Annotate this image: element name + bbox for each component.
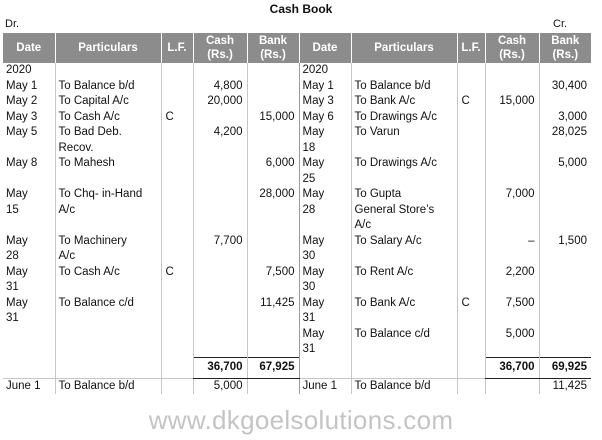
dr-bank-cell: 11,425	[247, 296, 299, 312]
dr-bank-total: 67,925	[247, 358, 299, 379]
dr-empty-cell	[161, 358, 193, 379]
cr-lf-cell	[457, 187, 485, 203]
header-cash-unit: (Rs.)	[207, 49, 233, 61]
header-bank-dr	[247, 33, 299, 63]
dr-lf-cell	[161, 342, 193, 358]
cr-part-cell: To Gupta	[351, 187, 457, 203]
dr-cash-cell: 20,000	[193, 94, 247, 110]
cr-cash-cell	[485, 280, 539, 296]
cr-cash-total: 36,700	[485, 358, 539, 379]
dr-part-cell	[55, 327, 161, 343]
dr-cash-cell	[193, 187, 247, 203]
dr-part-cell: To Chq- in-Hand	[55, 187, 161, 203]
cr-empty-cell	[457, 358, 485, 379]
cr-lf-cell: C	[457, 94, 485, 110]
cr-part-cell: To Salary A/c	[351, 234, 457, 250]
header-bank-unit: (Rs.)	[260, 49, 286, 61]
dr-date-cell	[3, 327, 55, 343]
dr-lf-cell	[161, 327, 193, 343]
cr-cash-cell: 15,000	[485, 94, 539, 110]
cr-part-cell	[351, 249, 457, 265]
cash-book-table	[3, 33, 591, 394]
dr-date-cell	[3, 141, 55, 157]
cr-date-cell: 31	[299, 342, 351, 358]
cr-cash-cell	[485, 63, 539, 79]
dr-date-cell: 28	[6, 250, 19, 262]
table-row	[3, 265, 591, 281]
cr-date-cell: May	[299, 234, 351, 250]
dr-part-cell: To Balance c/d	[55, 296, 161, 312]
cr-cash-cell	[485, 249, 539, 265]
table-row	[3, 156, 591, 172]
table-row	[3, 311, 591, 327]
cr-date-cell: May	[299, 296, 351, 312]
dr-cash-cell: 7,700	[193, 234, 247, 250]
table-row	[3, 218, 591, 234]
cr-bank-cell	[539, 187, 591, 203]
cr-lf-cell	[457, 172, 485, 188]
dr-cash-cell	[193, 311, 247, 327]
cr-part-cell: To Drawings A/c	[351, 156, 457, 172]
header-cash-label: Cash	[205, 35, 235, 47]
dr-lf-cell	[161, 63, 193, 79]
cr-lf-cell	[457, 79, 485, 95]
header-particulars-cr: Particulars	[351, 33, 457, 63]
dr-lf-cell	[161, 249, 193, 265]
dr-part-cell	[55, 63, 161, 79]
cr-part-cell: To Bank A/c	[351, 296, 457, 312]
credit-label: Cr.	[553, 18, 568, 30]
cr-lf-cell	[457, 234, 485, 250]
cr-part-cell	[351, 311, 457, 327]
header-date-dr: Date	[3, 33, 55, 63]
header-cash-cr	[485, 33, 539, 63]
dr-date-cell	[3, 218, 55, 234]
dr-part-cell	[55, 342, 161, 358]
dr-bank-cell: 6,000	[247, 156, 299, 172]
dr-bank-cell: 7,500	[247, 265, 299, 281]
dr-lf-cell	[161, 156, 193, 172]
dr-lf-cell	[161, 125, 193, 141]
cr-cash-cell	[485, 218, 539, 234]
cr-cash-cell	[485, 79, 539, 95]
cr-part-cell: To Varun	[351, 125, 457, 141]
cr-date-cell: 30	[299, 249, 351, 265]
dr-part-cell: A/c	[55, 203, 161, 219]
cr-bank-cell: 28,025	[539, 125, 591, 141]
dr-part-cell: To Bad Deb.	[55, 125, 161, 141]
dr-bank-cell	[247, 141, 299, 157]
dr-cash-total: 36,700	[193, 358, 247, 379]
cr-bank-cell	[539, 342, 591, 358]
cr-lf-cell	[457, 311, 485, 327]
table-header	[3, 33, 591, 63]
cr-empty-cell	[351, 358, 457, 379]
cr-bank-cell: 30,400	[539, 79, 591, 95]
cr-date-cell: 25	[299, 172, 351, 188]
site-watermark: www.dkgoelsolutions.com	[148, 405, 454, 435]
cr-lf-cell	[457, 63, 485, 79]
dr-cash-cell	[193, 156, 247, 172]
cr-part-cell	[351, 342, 457, 358]
cr-cash-cell	[485, 172, 539, 188]
dr-date-cell: 31	[6, 281, 19, 293]
cr-part-cell	[351, 141, 457, 157]
dr-part-cell: To Balance b/d	[55, 79, 161, 95]
header-bank-label: Bank	[551, 35, 580, 47]
cr-lf-cell	[457, 280, 485, 296]
dr-lf-cell: C	[161, 265, 193, 281]
dr-bank-cell	[247, 203, 299, 219]
dr-bank-cell	[247, 234, 299, 250]
dr-bank-cell	[247, 327, 299, 343]
dr-cash-cell	[193, 296, 247, 312]
dr-part-cell	[55, 311, 161, 327]
table-row	[3, 141, 591, 157]
table-row	[3, 172, 591, 188]
cr-lf-cell	[457, 203, 485, 219]
header-bank-cr	[539, 33, 591, 63]
table-row	[3, 94, 591, 110]
header-date-cr: Date	[299, 33, 351, 63]
totals-row	[3, 358, 591, 379]
dr-lf-cell	[161, 218, 193, 234]
dr-lf-cell	[161, 280, 193, 296]
cr-bank-cell	[539, 327, 591, 343]
dr-lf-cell	[161, 79, 193, 95]
cr-date-cell: 2020	[299, 63, 351, 79]
cr-lf-cell	[457, 110, 485, 126]
opening-balance-row	[3, 378, 591, 394]
dr-part-cell	[55, 172, 161, 188]
cr-cash-cell: 2,200	[485, 265, 539, 281]
dr-lf-cell	[161, 311, 193, 327]
cr-cash-cell	[485, 311, 539, 327]
cr-part-cell	[351, 280, 457, 296]
dr-date-cell: May 1	[6, 79, 38, 92]
debit-label: Dr.	[5, 18, 20, 30]
cr-date-cell: 31	[299, 311, 351, 327]
dr-cash-cell	[193, 172, 247, 188]
header-cash-label: Cash	[497, 35, 527, 47]
dr-part-cell	[55, 218, 161, 234]
cr-lf-cell	[457, 141, 485, 157]
dr-lf-cell: C	[161, 110, 193, 126]
dr-cash-cell: 4,800	[193, 79, 247, 95]
table-row	[3, 187, 591, 203]
dr-part-cell: To Capital A/c	[55, 94, 161, 110]
dr-cash-cell: 5,000	[193, 378, 247, 394]
dr-lf-cell	[161, 187, 193, 203]
dr-lf-cell	[161, 378, 193, 394]
dr-bank-cell: 28,000	[247, 187, 299, 203]
dr-bank-cell	[247, 311, 299, 327]
cr-cash-cell: 7,500	[485, 296, 539, 312]
dr-empty-cell	[3, 358, 55, 379]
table-row	[3, 63, 591, 79]
header-particulars-dr: Particulars	[55, 33, 161, 63]
cr-cash-cell	[485, 156, 539, 172]
cr-cash-cell: 7,000	[485, 187, 539, 203]
cr-cash-cell: 5,000	[485, 327, 539, 343]
cr-part-cell: To Balance c/d	[351, 327, 457, 343]
dr-cash-cell	[193, 63, 247, 79]
cr-date-cell: May	[299, 156, 351, 172]
dr-date-cell	[3, 342, 55, 358]
cr-cash-cell	[485, 125, 539, 141]
dr-lf-cell	[161, 203, 193, 219]
header-cash-dr	[193, 33, 247, 63]
dr-date-cell: May	[6, 188, 28, 200]
cr-date-cell: May	[299, 187, 351, 203]
cr-date-cell: May	[299, 125, 351, 141]
cr-part-cell: To Drawings A/c	[351, 110, 457, 126]
dr-part-cell: To Machinery	[55, 234, 161, 250]
dr-date-cell: 2020	[6, 64, 32, 76]
cr-empty-cell	[299, 358, 351, 379]
header-lf-dr: L.F.	[161, 33, 193, 63]
header-bank-label: Bank	[258, 35, 288, 47]
table-row	[3, 79, 591, 95]
dr-date-cell: 31	[6, 312, 19, 324]
dr-date-cell: 15	[6, 203, 19, 216]
dr-part-cell	[55, 280, 161, 296]
cr-cash-cell	[485, 110, 539, 126]
dr-bank-cell: 15,000	[247, 110, 299, 126]
cr-bank-cell	[539, 203, 591, 219]
cr-date-cell: May 1	[299, 79, 351, 95]
cr-date-cell: May	[299, 265, 351, 281]
cr-lf-cell	[457, 218, 485, 234]
dr-bank-cell	[247, 63, 299, 79]
table-row	[3, 234, 591, 250]
cr-lf-cell	[457, 265, 485, 281]
header-lf-cr: L.F.	[457, 33, 485, 63]
cr-cash-cell	[485, 141, 539, 157]
dr-part-cell: To Mahesh	[55, 156, 161, 172]
cr-bank-total: 69,925	[539, 358, 591, 379]
dr-cash-cell	[193, 249, 247, 265]
dr-date-cell	[3, 172, 55, 188]
table-row	[3, 249, 591, 265]
dr-lf-cell	[161, 234, 193, 250]
cr-lf-cell	[457, 342, 485, 358]
cr-date-cell: May	[299, 327, 351, 343]
cr-bank-cell	[539, 265, 591, 281]
dr-cash-cell	[193, 218, 247, 234]
dr-lf-cell	[161, 296, 193, 312]
dr-part-cell: To Balance b/d	[55, 378, 161, 394]
cr-bank-cell: 3,000	[539, 110, 591, 126]
dr-cash-cell: 4,200	[193, 125, 247, 141]
cr-bank-cell	[539, 94, 591, 110]
dr-bank-cell	[247, 94, 299, 110]
cr-lf-cell	[457, 327, 485, 343]
dr-date-cell: May 8	[6, 157, 38, 169]
dr-part-cell: A/c	[55, 249, 161, 265]
cr-lf-cell	[457, 249, 485, 265]
dr-cash-cell	[193, 280, 247, 296]
cr-bank-cell: 5,000	[539, 156, 591, 172]
page-title: Cash Book	[269, 2, 333, 16]
dr-date-cell: May	[6, 296, 28, 309]
cr-bank-cell	[539, 280, 591, 296]
table-row	[3, 327, 591, 343]
dr-date-cell: May	[6, 234, 28, 247]
dr-cash-cell	[193, 203, 247, 219]
cr-part-cell: To Bank A/c	[351, 94, 457, 110]
table-row	[3, 342, 591, 358]
header-bank-unit: (Rs.)	[552, 49, 579, 61]
header-cash-unit: (Rs.)	[499, 49, 525, 61]
cr-part-cell: A/c	[351, 218, 457, 234]
dr-bank-cell	[247, 125, 299, 141]
cr-part-cell: To Balance b/d	[351, 378, 457, 394]
dr-cash-cell	[193, 342, 247, 358]
table-row	[3, 280, 591, 296]
cr-date-cell	[299, 218, 351, 234]
cr-date-cell: May 3	[299, 94, 351, 110]
cr-cash-cell: –	[485, 234, 539, 250]
cr-date-cell: 28	[299, 203, 351, 219]
cr-bank-cell	[539, 218, 591, 234]
dr-lf-cell	[161, 94, 193, 110]
table-row	[3, 125, 591, 141]
dr-lf-cell	[161, 172, 193, 188]
cr-part-cell: To Rent A/c	[351, 265, 457, 281]
cr-bank-cell	[539, 296, 591, 312]
table-row	[3, 296, 591, 312]
dr-bank-cell	[247, 342, 299, 358]
cr-date-cell: 18	[299, 141, 351, 157]
dr-cash-cell	[193, 110, 247, 126]
cr-cash-cell	[485, 378, 539, 394]
dr-cash-cell	[193, 265, 247, 281]
dr-cash-cell	[193, 141, 247, 157]
cr-bank-cell	[539, 63, 591, 79]
dr-bank-cell	[247, 378, 299, 394]
dr-part-cell: To Cash A/c	[55, 110, 161, 126]
dr-bank-cell	[247, 218, 299, 234]
cr-lf-cell	[457, 125, 485, 141]
dr-part-cell: Recov.	[55, 141, 161, 157]
cr-date-cell: 30	[299, 280, 351, 296]
cr-part-cell	[351, 63, 457, 79]
cr-date-cell: June 1	[299, 378, 351, 394]
cr-lf-cell	[457, 378, 485, 394]
dr-bank-cell	[247, 79, 299, 95]
cr-part-cell	[351, 172, 457, 188]
dr-part-cell: To Cash A/c	[55, 265, 161, 281]
cr-bank-cell	[539, 249, 591, 265]
dr-date-cell: May 2	[6, 95, 38, 107]
dr-lf-cell	[161, 141, 193, 157]
cr-cash-cell	[485, 342, 539, 358]
table-row	[3, 203, 591, 219]
dr-bank-cell	[247, 280, 299, 296]
cr-cash-cell	[485, 203, 539, 219]
dr-empty-cell	[55, 358, 161, 379]
cr-lf-cell	[457, 156, 485, 172]
dr-date-cell: May 5	[6, 126, 38, 138]
cr-date-cell: May 6	[299, 110, 351, 126]
cr-bank-cell	[539, 141, 591, 157]
dr-date-cell: May 3	[6, 110, 38, 123]
table-body	[3, 63, 591, 394]
cr-lf-cell: C	[457, 296, 485, 312]
cr-bank-cell	[539, 311, 591, 327]
dr-bank-cell	[247, 172, 299, 188]
cr-bank-cell: 1,500	[539, 234, 591, 250]
cr-bank-cell: 11,425	[539, 378, 591, 394]
dr-date-cell: May	[6, 265, 28, 278]
table-row	[3, 110, 591, 126]
cr-part-cell: General Store’s	[351, 203, 457, 219]
dr-bank-cell	[247, 249, 299, 265]
dr-date-cell: June 1	[3, 378, 55, 394]
dr-cash-cell	[193, 327, 247, 343]
cr-part-cell: To Balance b/d	[351, 79, 457, 95]
cr-bank-cell	[539, 172, 591, 188]
